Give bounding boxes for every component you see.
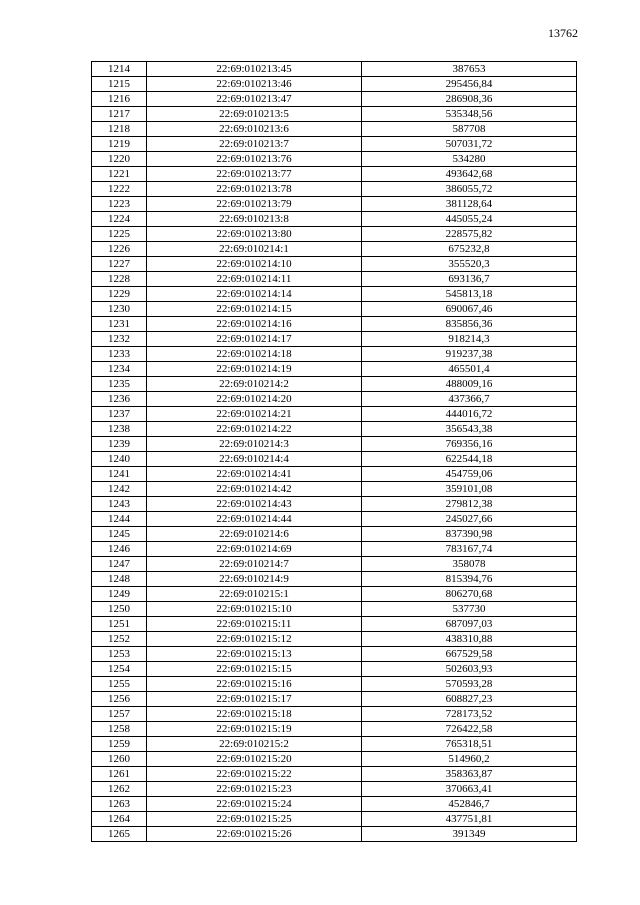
row-number-cell: 1257	[92, 707, 147, 722]
table-row	[92, 92, 577, 107]
value-cell: 493642,68	[362, 167, 577, 182]
value-cell: 534280	[362, 152, 577, 167]
cadastral-number-cell: 22:69:010214:17	[147, 332, 362, 347]
value-cell: 535348,56	[362, 107, 577, 122]
row-number-cell: 1229	[92, 287, 147, 302]
value-cell: 815394,76	[362, 572, 577, 587]
page-number: 13762	[548, 26, 578, 40]
value-cell: 545813,18	[362, 287, 577, 302]
cadastral-number-cell: 22:69:010214:41	[147, 467, 362, 482]
table-row	[92, 137, 577, 152]
table-row	[92, 227, 577, 242]
cadastral-number-cell: 22:69:010215:26	[147, 827, 362, 842]
cadastral-number-cell: 22:69:010214:20	[147, 392, 362, 407]
value-cell: 279812,38	[362, 497, 577, 512]
value-cell: 507031,72	[362, 137, 577, 152]
value-cell: 765318,51	[362, 737, 577, 752]
cadastral-number-cell: 22:69:010213:46	[147, 77, 362, 92]
value-cell: 728173,52	[362, 707, 577, 722]
table-row	[92, 752, 577, 767]
row-number-cell: 1260	[92, 752, 147, 767]
cadastral-number-cell: 22:69:010213:8	[147, 212, 362, 227]
value-cell: 286908,36	[362, 92, 577, 107]
value-cell: 358363,87	[362, 767, 577, 782]
cadastral-number-cell: 22:69:010214:22	[147, 422, 362, 437]
value-cell: 381128,64	[362, 197, 577, 212]
cadastral-number-cell: 22:69:010214:19	[147, 362, 362, 377]
cadastral-number-cell: 22:69:010214:1	[147, 242, 362, 257]
cadastral-number-cell: 22:69:010214:14	[147, 287, 362, 302]
value-cell: 502603,93	[362, 662, 577, 677]
value-cell: 769356,16	[362, 437, 577, 452]
value-cell: 359101,08	[362, 482, 577, 497]
value-cell: 465501,4	[362, 362, 577, 377]
row-number-cell: 1225	[92, 227, 147, 242]
row-number-cell: 1249	[92, 587, 147, 602]
cadastral-number-cell: 22:69:010213:78	[147, 182, 362, 197]
table-row	[92, 707, 577, 722]
cadastral-number-cell: 22:69:010215:15	[147, 662, 362, 677]
row-number-cell: 1241	[92, 467, 147, 482]
value-cell: 387653	[362, 62, 577, 77]
value-cell: 370663,41	[362, 782, 577, 797]
table-row	[92, 317, 577, 332]
cadastral-number-cell: 22:69:010214:21	[147, 407, 362, 422]
row-number-cell: 1237	[92, 407, 147, 422]
row-number-cell: 1261	[92, 767, 147, 782]
row-number-cell: 1240	[92, 452, 147, 467]
cadastral-number-cell: 22:69:010215:2	[147, 737, 362, 752]
value-cell: 570593,28	[362, 677, 577, 692]
cadastral-number-cell: 22:69:010215:25	[147, 812, 362, 827]
table-row	[92, 782, 577, 797]
value-cell: 488009,16	[362, 377, 577, 392]
value-cell: 358078	[362, 557, 577, 572]
cadastral-number-cell: 22:69:010214:7	[147, 557, 362, 572]
cadastral-number-cell: 22:69:010213:77	[147, 167, 362, 182]
cadastral-number-cell: 22:69:010213:80	[147, 227, 362, 242]
row-number-cell: 1255	[92, 677, 147, 692]
table-row	[92, 212, 577, 227]
cadastral-number-cell: 22:69:010213:79	[147, 197, 362, 212]
row-number-cell: 1236	[92, 392, 147, 407]
table-row	[92, 272, 577, 287]
value-cell: 687097,03	[362, 617, 577, 632]
row-number-cell: 1227	[92, 257, 147, 272]
cadastral-number-cell: 22:69:010214:11	[147, 272, 362, 287]
cadastral-number-cell: 22:69:010214:42	[147, 482, 362, 497]
value-cell: 391349	[362, 827, 577, 842]
value-cell: 386055,72	[362, 182, 577, 197]
row-number-cell: 1215	[92, 77, 147, 92]
row-number-cell: 1218	[92, 122, 147, 137]
cadastral-number-cell: 22:69:010213:47	[147, 92, 362, 107]
row-number-cell: 1265	[92, 827, 147, 842]
value-cell: 438310,88	[362, 632, 577, 647]
cadastral-number-cell: 22:69:010214:10	[147, 257, 362, 272]
table-row	[92, 182, 577, 197]
value-cell: 444016,72	[362, 407, 577, 422]
value-cell: 693136,7	[362, 272, 577, 287]
value-cell: 919237,38	[362, 347, 577, 362]
value-cell: 608827,23	[362, 692, 577, 707]
table-row	[92, 617, 577, 632]
row-number-cell: 1231	[92, 317, 147, 332]
row-number-cell: 1263	[92, 797, 147, 812]
cadastral-number-cell: 22:69:010214:4	[147, 452, 362, 467]
table-row	[92, 767, 577, 782]
cadastral-number-cell: 22:69:010214:6	[147, 527, 362, 542]
row-number-cell: 1220	[92, 152, 147, 167]
row-number-cell: 1217	[92, 107, 147, 122]
value-cell: 514960,2	[362, 752, 577, 767]
value-cell: 835856,36	[362, 317, 577, 332]
value-cell: 806270,68	[362, 587, 577, 602]
cadastral-number-cell: 22:69:010214:43	[147, 497, 362, 512]
row-number-cell: 1253	[92, 647, 147, 662]
table-row	[92, 497, 577, 512]
registry-table	[91, 61, 577, 842]
table-row	[92, 362, 577, 377]
cadastral-number-cell: 22:69:010215:18	[147, 707, 362, 722]
row-number-cell: 1234	[92, 362, 147, 377]
row-number-cell: 1233	[92, 347, 147, 362]
table-row	[92, 557, 577, 572]
row-number-cell: 1214	[92, 62, 147, 77]
value-cell: 452846,7	[362, 797, 577, 812]
row-number-cell: 1250	[92, 602, 147, 617]
row-number-cell: 1246	[92, 542, 147, 557]
value-cell: 228575,82	[362, 227, 577, 242]
table-row	[92, 122, 577, 137]
row-number-cell: 1239	[92, 437, 147, 452]
value-cell: 454759,06	[362, 467, 577, 482]
table-row	[92, 602, 577, 617]
table-row	[92, 347, 577, 362]
table-row	[92, 437, 577, 452]
row-number-cell: 1264	[92, 812, 147, 827]
table-row	[92, 77, 577, 92]
table-row	[92, 107, 577, 122]
table-row	[92, 467, 577, 482]
row-number-cell: 1248	[92, 572, 147, 587]
value-cell: 537730	[362, 602, 577, 617]
cadastral-number-cell: 22:69:010215:16	[147, 677, 362, 692]
cadastral-number-cell: 22:69:010215:11	[147, 617, 362, 632]
table-row	[92, 647, 577, 662]
value-cell: 587708	[362, 122, 577, 137]
cadastral-number-cell: 22:69:010215:13	[147, 647, 362, 662]
table-row	[92, 737, 577, 752]
table-row	[92, 422, 577, 437]
table-row	[92, 827, 577, 842]
cadastral-number-cell: 22:69:010213:45	[147, 62, 362, 77]
table-row	[92, 812, 577, 827]
table-row	[92, 587, 577, 602]
cadastral-number-cell: 22:69:010213:7	[147, 137, 362, 152]
table-row	[92, 242, 577, 257]
row-number-cell: 1221	[92, 167, 147, 182]
value-cell: 837390,98	[362, 527, 577, 542]
table-row	[92, 167, 577, 182]
value-cell: 675232,8	[362, 242, 577, 257]
table-row	[92, 392, 577, 407]
table-row	[92, 152, 577, 167]
cadastral-number-cell: 22:69:010213:6	[147, 122, 362, 137]
value-cell: 437366,7	[362, 392, 577, 407]
cadastral-number-cell: 22:69:010215:24	[147, 797, 362, 812]
registry-table-body	[92, 62, 577, 842]
row-number-cell: 1258	[92, 722, 147, 737]
row-number-cell: 1235	[92, 377, 147, 392]
cadastral-number-cell: 22:69:010215:22	[147, 767, 362, 782]
table-row	[92, 257, 577, 272]
value-cell: 445055,24	[362, 212, 577, 227]
table-row	[92, 542, 577, 557]
table-row	[92, 572, 577, 587]
value-cell: 295456,84	[362, 77, 577, 92]
row-number-cell: 1247	[92, 557, 147, 572]
cadastral-number-cell: 22:69:010214:16	[147, 317, 362, 332]
table-row	[92, 377, 577, 392]
row-number-cell: 1228	[92, 272, 147, 287]
row-number-cell: 1222	[92, 182, 147, 197]
row-number-cell: 1259	[92, 737, 147, 752]
table-row	[92, 512, 577, 527]
row-number-cell: 1254	[92, 662, 147, 677]
table-row	[92, 302, 577, 317]
row-number-cell: 1244	[92, 512, 147, 527]
cadastral-number-cell: 22:69:010213:76	[147, 152, 362, 167]
table-row	[92, 452, 577, 467]
row-number-cell: 1256	[92, 692, 147, 707]
value-cell: 356543,38	[362, 422, 577, 437]
cadastral-number-cell: 22:69:010214:15	[147, 302, 362, 317]
cadastral-number-cell: 22:69:010214:44	[147, 512, 362, 527]
row-number-cell: 1242	[92, 482, 147, 497]
table-row	[92, 662, 577, 677]
row-number-cell: 1243	[92, 497, 147, 512]
value-cell: 783167,74	[362, 542, 577, 557]
value-cell: 690067,46	[362, 302, 577, 317]
table-row	[92, 692, 577, 707]
cadastral-number-cell: 22:69:010215:20	[147, 752, 362, 767]
cadastral-number-cell: 22:69:010214:2	[147, 377, 362, 392]
value-cell: 726422,58	[362, 722, 577, 737]
table-row	[92, 407, 577, 422]
table-row	[92, 797, 577, 812]
cadastral-number-cell: 22:69:010214:9	[147, 572, 362, 587]
row-number-cell: 1224	[92, 212, 147, 227]
row-number-cell: 1251	[92, 617, 147, 632]
table-row	[92, 332, 577, 347]
table-row	[92, 287, 577, 302]
table-row	[92, 722, 577, 737]
table-row	[92, 482, 577, 497]
row-number-cell: 1262	[92, 782, 147, 797]
row-number-cell: 1216	[92, 92, 147, 107]
row-number-cell: 1252	[92, 632, 147, 647]
cadastral-number-cell: 22:69:010213:5	[147, 107, 362, 122]
cadastral-number-cell: 22:69:010215:17	[147, 692, 362, 707]
table-row	[92, 197, 577, 212]
value-cell: 667529,58	[362, 647, 577, 662]
value-cell: 918214,3	[362, 332, 577, 347]
cadastral-number-cell: 22:69:010215:1	[147, 587, 362, 602]
value-cell: 245027,66	[362, 512, 577, 527]
table-row	[92, 62, 577, 77]
table-row	[92, 677, 577, 692]
value-cell: 622544,18	[362, 452, 577, 467]
row-number-cell: 1226	[92, 242, 147, 257]
table-row	[92, 632, 577, 647]
cadastral-number-cell: 22:69:010214:69	[147, 542, 362, 557]
cadastral-number-cell: 22:69:010215:23	[147, 782, 362, 797]
row-number-cell: 1245	[92, 527, 147, 542]
table-row	[92, 527, 577, 542]
cadastral-number-cell: 22:69:010215:10	[147, 602, 362, 617]
cadastral-number-cell: 22:69:010214:18	[147, 347, 362, 362]
value-cell: 355520,3	[362, 257, 577, 272]
row-number-cell: 1223	[92, 197, 147, 212]
row-number-cell: 1219	[92, 137, 147, 152]
row-number-cell: 1238	[92, 422, 147, 437]
cadastral-number-cell: 22:69:010214:3	[147, 437, 362, 452]
row-number-cell: 1230	[92, 302, 147, 317]
cadastral-number-cell: 22:69:010215:19	[147, 722, 362, 737]
row-number-cell: 1232	[92, 332, 147, 347]
cadastral-number-cell: 22:69:010215:12	[147, 632, 362, 647]
value-cell: 437751,81	[362, 812, 577, 827]
